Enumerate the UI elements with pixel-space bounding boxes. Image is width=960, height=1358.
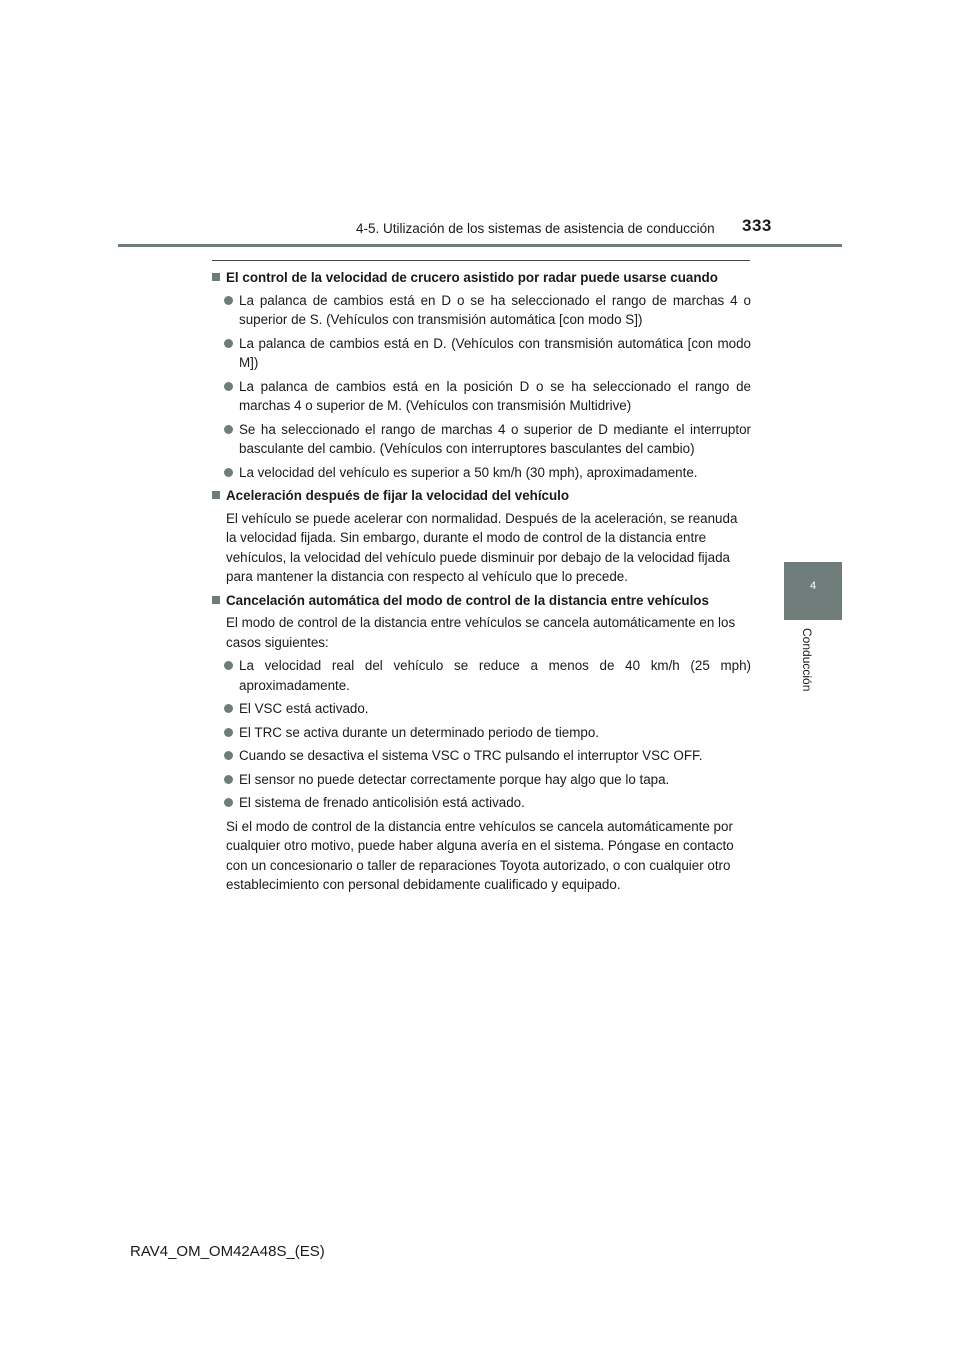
list-item [211,463,751,483]
round-bullet-icon [224,798,233,807]
list-item-text: Cuando se desactiva el sistema VSC o TRC pulsando el interruptor VSC OFF. [239,748,703,763]
document-code: RAV4_OM_OM42A48S_(ES) [130,1243,325,1260]
round-bullet-icon [224,382,233,391]
section-heading-text: Aceleración después de fijar la velocidad del vehículo [226,488,570,503]
square-bullet-icon [212,491,220,499]
chapter-tab [784,562,842,620]
round-bullet-icon [224,728,233,737]
section-heading [211,486,751,506]
page-number: 333 [742,216,772,235]
closing-paragraph: Si el modo de control de la distancia entre vehículos se cancela automáticamente por cualquier otro motivo, puede haber alguna avería en el sistema. Póngase en contacto con un concesionario o taller de reparaciones Toyota autorizado, o con cualquier otro establecimiento con personal debidamente cualificado y equipado. [226,818,734,892]
list-item [211,420,751,459]
section-heading [211,268,751,288]
list-item-text: La palanca de cambios está en D. (Vehículos con transmisión automática [con modo M]) [239,335,751,370]
round-bullet-icon [224,704,233,713]
page-content [211,266,751,899]
list-item [211,699,751,719]
round-bullet-icon [224,468,233,477]
chapter-side-label: Conducción [800,628,814,692]
list-item [211,723,751,743]
round-bullet-icon [224,425,233,434]
list-item-text: La velocidad real del vehículo se reduce a menos de 40 km/h (25 mph) aproximadamente. [239,658,751,693]
section-divider [212,260,750,261]
list-item [211,793,751,813]
list-item-text: El sistema de frenado anticolisión está activado. [239,795,525,810]
list-item [211,770,751,790]
list-item-text: La palanca de cambios está en la posición D o se ha seleccionado el rango de marchas 4 o superior de M. (Vehículos con transmisión Multidrive) [239,378,751,413]
list-item-text: El sensor no puede detectar correctamente porque hay algo que lo tapa. [239,771,670,787]
section-heading-text: El control de la velocidad de crucero asistido por radar puede usarse cuando [226,270,718,285]
list-item-text: El TRC se activa durante un determinado periodo de tiempo. [239,724,600,740]
list-item-text: Se ha seleccionado el rango de marchas 4 o superior de D mediante el interruptor basculante del cambio. (Vehículos con interruptores basculantes del cambio) [239,421,751,456]
square-bullet-icon [212,596,220,604]
round-bullet-icon [224,296,233,305]
list-item-text: La velocidad del vehículo es superior a 50 km/h (30 mph), aproximadamente. [239,464,698,480]
list-item [211,377,751,416]
chapter-tab-number: 4 [809,580,817,592]
section-paragraph: El modo de control de la distancia entre vehículos se cancela automáticamente en los casos siguientes: [226,615,736,650]
list-item-text: La palanca de cambios está en D o se ha seleccionado el rango de marchas 4 o superior de S. (Vehículos con transmisión automática [con modo S]) [239,292,751,327]
round-bullet-icon [224,661,233,670]
list-item-text: El VSC está activado. [239,701,369,716]
chapter-section-title: 4-5. Utilización de los sistemas de asistencia de conducción [356,221,715,236]
list-item [211,291,751,330]
round-bullet-icon [224,339,233,348]
section-heading-text: Cancelación automática del modo de control de la distancia entre vehículos [226,592,709,608]
list-item [211,746,751,766]
round-bullet-icon [224,751,233,760]
header-divider [118,244,842,247]
list-item [211,656,751,695]
list-item [211,334,751,373]
square-bullet-icon [212,273,220,281]
section-paragraph: El vehículo se puede acelerar con normalidad. Después de la aceleración, se reanuda la velocidad fijada. Sin embargo, durante el modo de control de la distancia entre vehículos, la velocidad del vehículo puede disminuir por debajo de la velocidad fijada para mantener la distancia con respecto al vehículo que lo precede. [226,510,738,584]
round-bullet-icon [224,775,233,784]
section-heading [211,591,751,611]
